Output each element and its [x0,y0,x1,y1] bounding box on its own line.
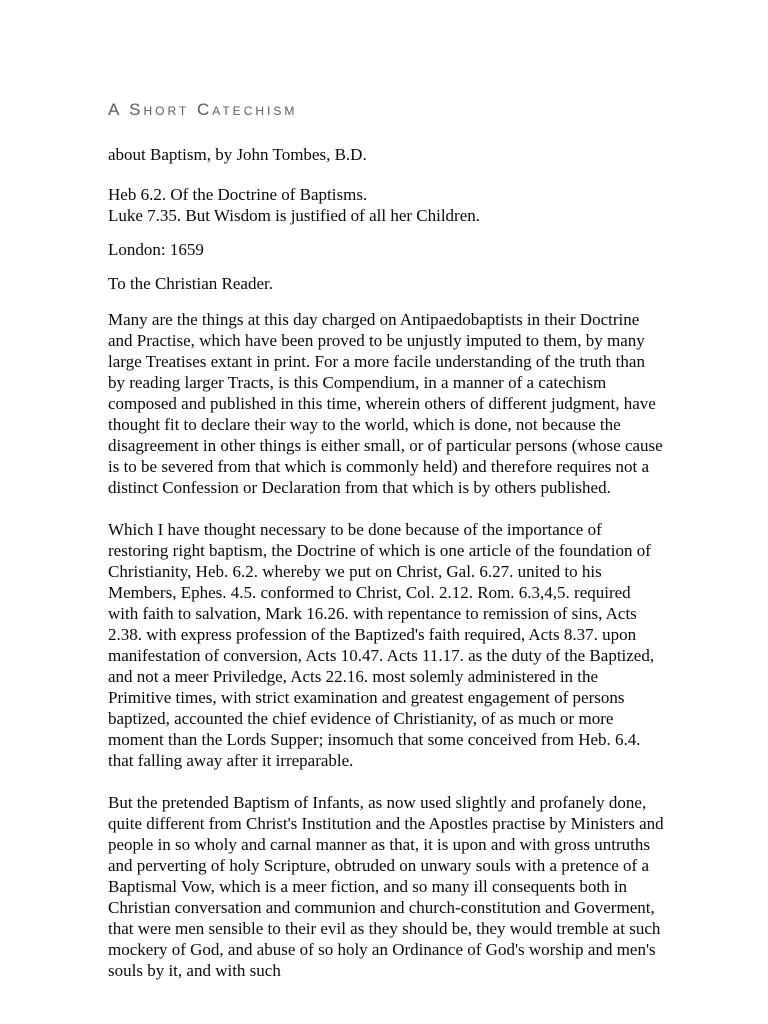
document-content [108,100,664,981]
epigraph-line-heb: Heb 6.2. Of the Doctrine of Baptisms. [108,185,368,204]
epigraph [108,184,664,226]
paragraph-1: Many are the things at this day charged on Antipaedobaptists in their Doctrine and Practise, which have been proved to be unjustly imputed to them, by many large Treatises extant in print. For a more facile understanding of the truth than by reading larger Tracts, is this Compendium, in a manner of a catechism composed and published in this time, wherein others of different judgment, have thought fit to declare their way to the world, which is done, not because the disagreement in other things is either small, or of particular persons (whose cause is to be severed from that which is commonly held) and therefore requires not a distinct Confession or Declaration from that which is by others published. [108,310,663,497]
salutation: To the Christian Reader. [108,274,273,293]
epigraph-line-luke: Luke 7.35. But Wisdom is justified of all her Children. [108,206,481,225]
document-title: A Short Catechism [108,100,298,119]
paragraph-2: Which I have thought necessary to be done because of the importance of restoring right baptism, the Doctrine of which is one article of the foundation of Christianity, Heb. 6.2. whereby we put on Christ, Gal. 6.27. united to his Members, Ephes. 4.5. conformed to Christ, Col. 2.12. Rom. 6.3,4,5. required with faith to salvation, Mark 16.26. with repentance to remission of sins, Acts 2.38. with express profession of the Baptized's faith required, Acts 8.37. upon manifestation of conversion, Acts 10.47. Acts 11.17. as the duty of the Baptized, and not a meer Priviledge, Acts 22.16. most solemly administered in the Primitive times, with strict examination and greatest engagement of persons baptized, accounted the chief evidence of Christianity, of as much or more moment than the Lords Supper; insomuch that some conceived from Heb. 6.4. that falling away after it irreparable. [108,520,655,770]
byline: about Baptism, by John Tombes, B.D. [108,145,367,164]
imprint: London: 1659 [108,240,204,259]
paragraph-3: But the pretended Baptism of Infants, as now used slightly and profanely done, quite different from Christ's Institution and the Apostles practise by Ministers and people in so wholy and carnal manner as that, it is upon and with gross untruths and perverting of holy Scripture, obtruded on unwary souls with a pretence of a Baptismal Vow, which is a meer fiction, and so many ill consequents both in Christian conversation and communion and church-constitution and Goverment, that were men sensible to their evil as they should be, they would tremble at such mockery of God, and abuse of so holy an Ordinance of God's worship and men's souls by it, and with such [108,793,664,980]
